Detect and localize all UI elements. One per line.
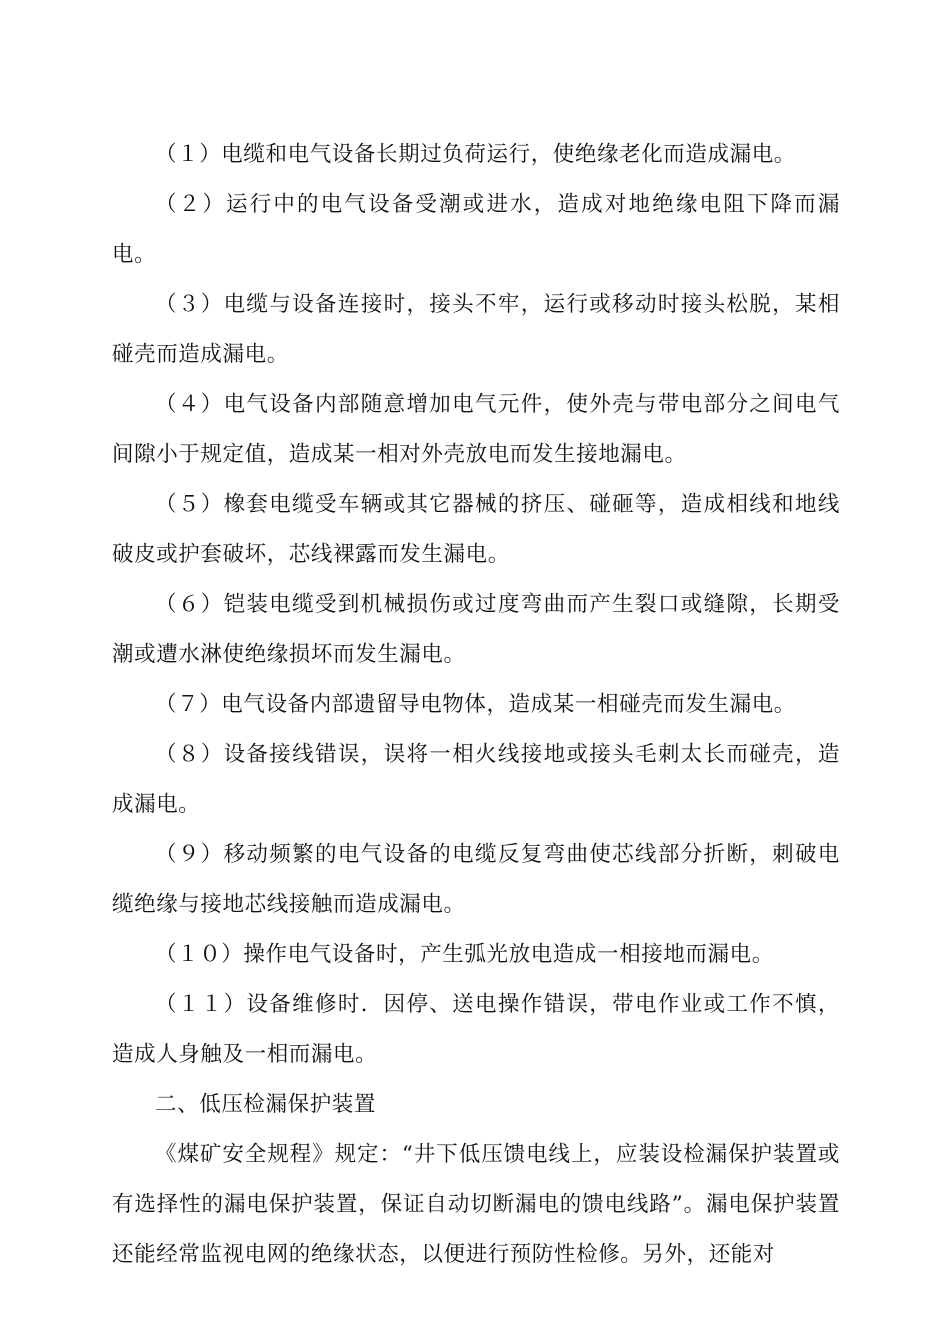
paragraph-cause-11: （１１）设备维修时．因停、送电操作错误，带电作业或工作不慎，造成人身触及一相而漏电。 [112, 992, 840, 1067]
paragraph-cause-5: （５）橡套电缆受车辆或其它器械的挤压、碰砸等，造成相线和地线破皮或护套破坏，芯线裸露而发生漏电。 [112, 492, 840, 567]
paragraph-regulation: 《煤矿安全规程》规定：“井下低压馈电线上，应装设检漏保护装置或有选择性的漏电保护装置，保证自动切断漏电的馈电线路”。漏电保护装置还能经常监视电网的绝缘状态，以便进行预防性检修。另外，还能对 [112, 1142, 840, 1267]
paragraph-cause-4: （４）电气设备内部随意增加电气元件，使外壳与带电部分之间电气间隙小于规定值，造成某一相对外壳放电而发生接地漏电。 [112, 392, 840, 467]
paragraph-cause-8: （８）设备接线错误，误将一相火线接地或接头毛刺太长而碰壳，造成漏电。 [112, 742, 840, 817]
paragraph-cause-7: （７）电气设备内部遗留导电物体，造成某一相碰壳而发生漏电。 [155, 692, 796, 717]
paragraph-cause-1: （１）电缆和电气设备长期过负荷运行，使绝缘老化而造成漏电。 [155, 142, 796, 167]
section-heading: 二、低压检漏保护装置 [155, 1092, 377, 1117]
document-page [112, 130, 840, 1280]
paragraph-cause-2: （２）运行中的电气设备受潮或进水，造成对地绝缘电阻下降而漏电。 [112, 192, 840, 267]
paragraph-cause-3: （３）电缆与设备连接时，接头不牢，运行或移动时接头松脱，某相碰壳而造成漏电。 [112, 292, 840, 367]
paragraph-cause-10: （１０）操作电气设备时，产生弧光放电造成一相接地而漏电。 [155, 942, 774, 967]
paragraph-cause-6: （６）铠装电缆受到机械损伤或过度弯曲而产生裂口或缝隙，长期受潮或遭水淋使绝缘损坏而发生漏电。 [112, 592, 840, 667]
paragraph-cause-9: （９）移动频繁的电气设备的电缆反复弯曲使芯线部分折断，刺破电缆绝缘与接地芯线接触而造成漏电。 [112, 842, 840, 917]
